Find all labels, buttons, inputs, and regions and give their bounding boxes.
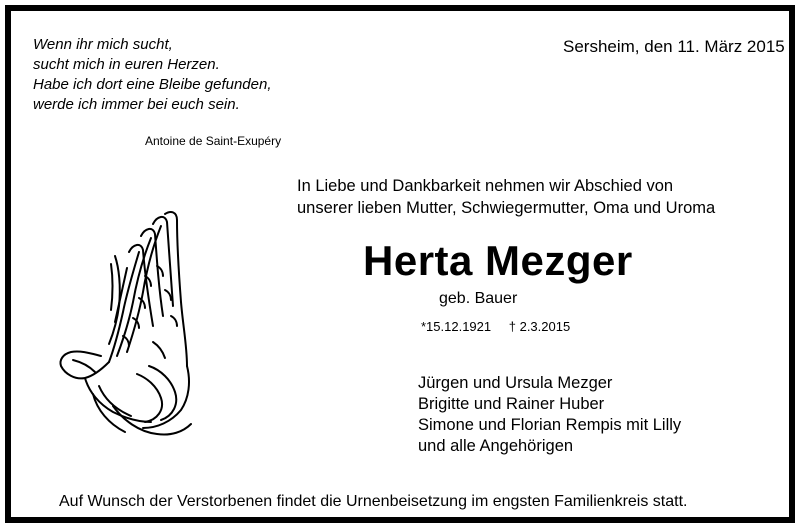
quote-block bbox=[33, 35, 333, 148]
intro-line: In Liebe und Dankbarkeit nehmen wir Abschied von bbox=[297, 177, 674, 195]
mourner-line: Jürgen und Ursula Mezger bbox=[418, 374, 613, 392]
funeral-notice: Auf Wunsch der Verstorbenen findet die Urnenbeisetzung im engsten Familienkreis statt. bbox=[59, 493, 688, 510]
death-date: † 2.3.2015 bbox=[508, 319, 571, 334]
birth-date: *15.12.1921 bbox=[421, 319, 492, 334]
maiden-name: geb. Bauer bbox=[439, 290, 518, 307]
intro-line: unserer lieben Mutter, Schwiegermutter, Oma und Uroma bbox=[297, 199, 716, 217]
quote-line: werde ich immer bei euch sein. bbox=[33, 96, 240, 113]
life-dates bbox=[421, 319, 570, 334]
quote-author: Antoine de Saint-Exupéry bbox=[145, 134, 282, 148]
place-date: Sersheim, den 11. März 2015 bbox=[563, 37, 785, 56]
mourner-line: Brigitte und Rainer Huber bbox=[418, 395, 605, 413]
mourners-list bbox=[418, 373, 681, 457]
quote-line: Wenn ihr mich sucht, bbox=[33, 36, 173, 53]
praying-hands-icon bbox=[53, 206, 198, 441]
mourner-line: Simone und Florian Rempis mit Lilly bbox=[418, 416, 682, 434]
mourner-line: und alle Angehörigen bbox=[418, 437, 574, 455]
quote-line: sucht mich in euren Herzen. bbox=[33, 56, 220, 73]
deceased-name: Herta Mezger bbox=[363, 237, 633, 284]
obituary-frame bbox=[5, 5, 795, 523]
intro-text bbox=[297, 175, 715, 219]
quote-line: Habe ich dort eine Bleibe gefunden, bbox=[33, 76, 272, 93]
